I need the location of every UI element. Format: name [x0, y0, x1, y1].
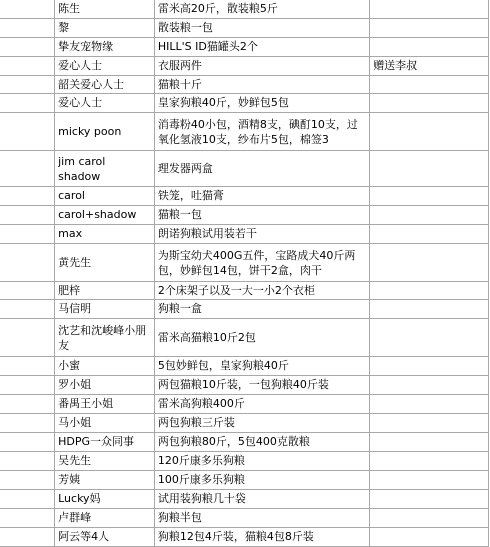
table-row: [0, 357, 489, 376]
note-cell: [370, 509, 489, 528]
note-cell: [370, 376, 489, 395]
items-cell: 猫粮十斤: [154, 76, 369, 94]
note-cell: 赠送李叔: [370, 57, 489, 76]
table-row: [0, 19, 489, 38]
note-cell: [370, 76, 489, 94]
donor-cell: 肥梓: [55, 282, 155, 300]
note-cell: [370, 433, 489, 452]
note-cell: [370, 94, 489, 113]
blank-cell: [0, 0, 55, 19]
blank-cell: [0, 57, 55, 76]
blank-cell: [0, 76, 55, 94]
table-row: [0, 113, 489, 151]
items-cell: 猫粮一包: [154, 206, 369, 225]
items-cell: 皇家狗粮40斤，妙鲜包5包: [154, 94, 369, 113]
items-cell: 2个床架子以及一大一小2个衣柜: [154, 282, 369, 300]
note-cell: [370, 187, 489, 206]
blank-cell: [0, 282, 55, 300]
items-cell: 试用装狗粮几十袋: [154, 490, 369, 509]
table-row: [0, 376, 489, 395]
table-row: [0, 244, 489, 282]
blank-cell: [0, 206, 55, 225]
items-cell: 散装粮一包: [154, 19, 369, 38]
blank-cell: [0, 357, 55, 376]
items-cell: 狗粮12包4斤装，猫粮4包8斤装: [154, 528, 369, 547]
items-cell: 理发器两盒: [154, 151, 369, 187]
items-cell: 狗粮一盒: [154, 300, 369, 319]
donor-cell: 番禺王小姐: [55, 395, 155, 414]
donor-cell: 爱心人士: [55, 57, 155, 76]
blank-cell: [0, 19, 55, 38]
table-row: [0, 509, 489, 528]
items-cell: 雷米高猫粮10斤2包: [154, 319, 369, 357]
note-cell: [370, 395, 489, 414]
note-cell: [370, 471, 489, 490]
donor-cell: 韶关爱心人士: [55, 76, 155, 94]
note-cell: [370, 244, 489, 282]
note-cell: [370, 319, 489, 357]
donor-cell: 马小姐: [55, 414, 155, 433]
table-row: [0, 319, 489, 357]
donor-cell: 黄先生: [55, 244, 155, 282]
donor-cell: 小蜜: [55, 357, 155, 376]
blank-cell: [0, 452, 55, 471]
blank-cell: [0, 414, 55, 433]
blank-cell: [0, 300, 55, 319]
table-row: [0, 490, 489, 509]
donor-cell: carol+shadow: [55, 206, 155, 225]
donor-cell: 阿云等4人: [55, 528, 155, 547]
donor-cell: carol: [55, 187, 155, 206]
table-row: [0, 38, 489, 57]
blank-cell: [0, 376, 55, 395]
donor-cell: max: [55, 225, 155, 244]
donor-cell: 卢群峰: [55, 509, 155, 528]
table-row: [0, 433, 489, 452]
blank-cell: [0, 187, 55, 206]
blank-cell: [0, 395, 55, 414]
donor-cell: 马信明: [55, 300, 155, 319]
blank-cell: [0, 94, 55, 113]
note-cell: [370, 113, 489, 151]
table-row: [0, 452, 489, 471]
donor-cell: 爱心人士: [55, 94, 155, 113]
items-cell: HILL'S ID猫罐头2个: [154, 38, 369, 57]
blank-cell: [0, 319, 55, 357]
donor-cell: 挚友宠物缘: [55, 38, 155, 57]
items-cell: 铁笼，吐猫膏: [154, 187, 369, 206]
blank-cell: [0, 471, 55, 490]
table-row: [0, 395, 489, 414]
items-cell: 两包狗粮80斤，5包400克散粮: [154, 433, 369, 452]
items-cell: 朗诺狗粮试用装若干: [154, 225, 369, 244]
table-row: [0, 76, 489, 94]
note-cell: [370, 38, 489, 57]
note-cell: [370, 206, 489, 225]
note-cell: [370, 225, 489, 244]
items-cell: 5包妙鲜包，皇家狗粮40斤: [154, 357, 369, 376]
note-cell: [370, 490, 489, 509]
donor-cell: Lucky妈: [55, 490, 155, 509]
blank-cell: [0, 225, 55, 244]
items-cell: 狗粮半包: [154, 509, 369, 528]
items-cell: 100斤康多乐狗粮: [154, 471, 369, 490]
blank-cell: [0, 528, 55, 547]
table-row: [0, 225, 489, 244]
items-cell: 衣服两件: [154, 57, 369, 76]
table-row: [0, 471, 489, 490]
blank-cell: [0, 244, 55, 282]
table-row: [0, 187, 489, 206]
items-cell: 消毒粉40小包，酒精8支，碘酊10支，过氧化氢液10支，纱布片5包，棉签3: [154, 113, 369, 151]
donor-cell: 吴先生: [55, 452, 155, 471]
donor-cell: HDPG一众同事: [55, 433, 155, 452]
note-cell: [370, 300, 489, 319]
table-row: [0, 528, 489, 547]
note-cell: [370, 19, 489, 38]
table-row: [0, 282, 489, 300]
table-row: [0, 151, 489, 187]
note-cell: [370, 528, 489, 547]
items-cell: 为斯宝幼犬400G五件，宝路成犬40斤两包，妙鲜包14包，饼干2盒，肉干: [154, 244, 369, 282]
table-row: [0, 0, 489, 19]
items-cell: 雷米高狗粮400斤: [154, 395, 369, 414]
note-cell: [370, 282, 489, 300]
donor-cell: jim carol shadow: [55, 151, 155, 187]
table-row: [0, 94, 489, 113]
items-cell: 两包猫粮10斤装，一包狗粮40斤装: [154, 376, 369, 395]
donor-cell: 沈艺和沈峻峰小朋友: [55, 319, 155, 357]
table-row: [0, 414, 489, 433]
table-row: [0, 57, 489, 76]
note-cell: [370, 151, 489, 187]
items-cell: 120斤康多乐狗粮: [154, 452, 369, 471]
blank-cell: [0, 151, 55, 187]
blank-cell: [0, 433, 55, 452]
items-cell: 雷米高20斤，散装粮5斤: [154, 0, 369, 19]
blank-cell: [0, 38, 55, 57]
blank-cell: [0, 509, 55, 528]
note-cell: [370, 0, 489, 19]
table-row: [0, 206, 489, 225]
note-cell: [370, 357, 489, 376]
items-cell: 两包狗粮三斤装: [154, 414, 369, 433]
donor-cell: 陈生: [55, 0, 155, 19]
donor-cell: 黎: [55, 19, 155, 38]
note-cell: [370, 414, 489, 433]
blank-cell: [0, 113, 55, 151]
donor-cell: 芳姨: [55, 471, 155, 490]
donor-cell: 罗小姐: [55, 376, 155, 395]
table-row: [0, 300, 489, 319]
donor-cell: micky poon: [55, 113, 155, 151]
note-cell: [370, 452, 489, 471]
blank-cell: [0, 490, 55, 509]
